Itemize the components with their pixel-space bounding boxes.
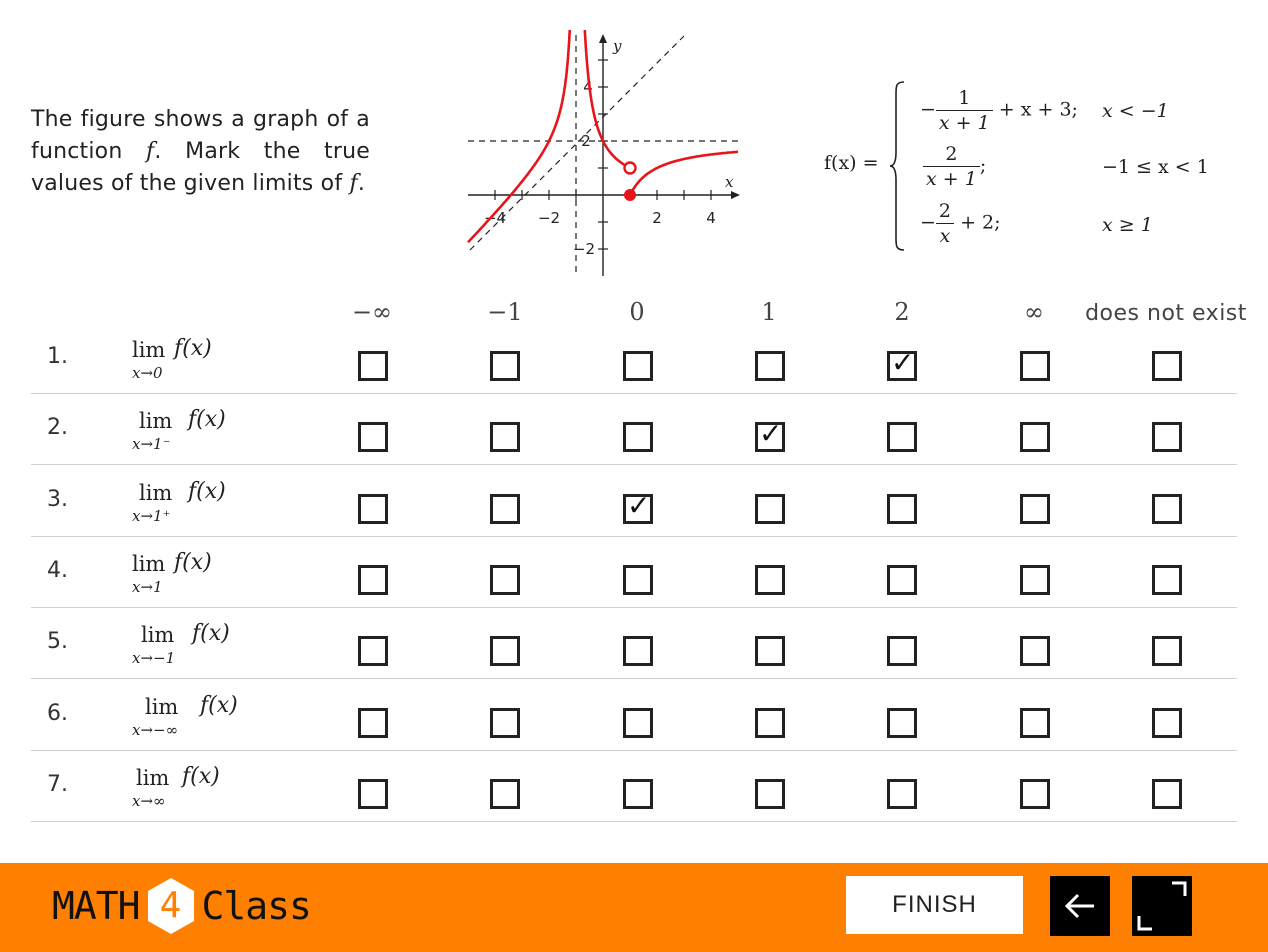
y-tick-label: 2 <box>581 132 591 150</box>
function-expression: f(x) <box>192 621 230 647</box>
answer-checkbox[interactable] <box>490 494 520 524</box>
answer-checkbox[interactable] <box>623 636 653 666</box>
function-expression: f(x) <box>200 692 238 718</box>
row-number: 6. <box>47 700 68 726</box>
answer-checkbox[interactable] <box>623 351 653 381</box>
answer-checkbox[interactable] <box>755 565 785 595</box>
answer-checkbox[interactable] <box>623 708 653 738</box>
answer-checkbox[interactable] <box>358 351 388 381</box>
row-number: 5. <box>47 629 68 655</box>
column-header: −∞ <box>351 298 393 326</box>
limit-operator: lim <box>139 409 173 434</box>
row-number: 4. <box>47 557 68 583</box>
limit-subscript: x→0 <box>132 364 163 382</box>
answer-checkbox[interactable] <box>1020 779 1050 809</box>
answer-checkbox[interactable] <box>490 708 520 738</box>
column-header: 1 <box>761 298 777 326</box>
answer-checkbox[interactable] <box>887 494 917 524</box>
check-mark-icon: ✓ <box>891 346 915 379</box>
answer-checkbox[interactable] <box>490 351 520 381</box>
y-axis-label: y <box>613 37 622 55</box>
fullscreen-button[interactable] <box>1132 876 1192 936</box>
function-expression: f(x) <box>188 407 226 433</box>
answer-checkbox[interactable] <box>1152 494 1182 524</box>
answer-checkbox[interactable] <box>1152 565 1182 595</box>
function-graph <box>462 30 742 280</box>
row-number: 7. <box>47 771 68 797</box>
answer-checkbox[interactable] <box>755 779 785 809</box>
answer-checkbox[interactable] <box>1152 636 1182 666</box>
limit-subscript: x→1 <box>132 577 163 596</box>
x-axis-arrow <box>731 191 740 199</box>
case-1: − $\frac{1}{x + 1}$ + x + 3; <box>920 87 1078 134</box>
limit-subscript: x→1⁺ <box>132 506 171 525</box>
answer-checkbox[interactable] <box>887 422 917 452</box>
answer-checkbox[interactable] <box>623 422 653 452</box>
answer-checkbox[interactable] <box>887 565 917 595</box>
function-symbol: f <box>349 171 358 196</box>
row-number: 2. <box>47 415 68 441</box>
answer-checkbox[interactable] <box>1152 422 1182 452</box>
y-tick-label: −2 <box>572 240 596 258</box>
row-number: 3. <box>47 486 68 512</box>
x-tick-label: −2 <box>537 209 561 227</box>
answer-checkbox[interactable] <box>887 708 917 738</box>
answer-checkbox[interactable] <box>358 636 388 666</box>
function-expression: f(x) <box>188 478 226 504</box>
answer-checkbox[interactable] <box>1020 422 1050 452</box>
answer-checkbox[interactable] <box>755 417 785 452</box>
answer-checkbox[interactable] <box>623 488 653 524</box>
limit-operator: lim <box>132 551 166 576</box>
answer-checkbox[interactable] <box>490 779 520 809</box>
answer-checkbox[interactable] <box>887 346 917 381</box>
answer-checkbox[interactable] <box>1020 708 1050 738</box>
math4class-logo <box>52 875 311 937</box>
answer-checkbox[interactable] <box>358 422 388 452</box>
back-button[interactable] <box>1050 876 1110 936</box>
x-axis-label: x <box>725 173 734 191</box>
column-header: −1 <box>487 298 523 326</box>
column-header: 2 <box>894 298 910 326</box>
answer-checkbox[interactable] <box>623 779 653 809</box>
answer-checkbox[interactable] <box>358 565 388 595</box>
left-brace-icon <box>888 80 908 252</box>
limit-subscript: x→−1 <box>132 649 176 668</box>
answer-checkbox[interactable] <box>490 422 520 452</box>
question-text <box>31 104 370 200</box>
case-2-condition: −1 ≤ x < 1 <box>1102 156 1209 178</box>
curve-branch-right <box>632 152 738 192</box>
question-part: The figure shows a graph of a function <box>31 107 370 164</box>
graph-svg <box>462 30 742 280</box>
y-tick-label: 4 <box>583 78 593 96</box>
logo-digit: 4 <box>159 885 182 926</box>
fullscreen-icon <box>1132 876 1192 936</box>
x-tick-label: 2 <box>652 209 662 227</box>
case-3: − $\frac{2}{x}$ + 2; <box>920 200 1001 247</box>
answer-checkbox[interactable] <box>1152 779 1182 809</box>
answer-checkbox[interactable] <box>887 636 917 666</box>
piecewise-formula <box>824 80 1244 255</box>
answer-checkbox[interactable] <box>490 636 520 666</box>
answer-checkbox[interactable] <box>1020 494 1050 524</box>
limit-operator: lim <box>141 623 175 648</box>
column-header: does not exist <box>1085 301 1247 326</box>
answer-checkbox[interactable] <box>490 565 520 595</box>
logo-hexagon <box>146 876 196 936</box>
answer-checkbox[interactable] <box>755 351 785 381</box>
arrow-left-icon <box>1050 876 1110 936</box>
closed-point <box>624 189 636 201</box>
open-point <box>625 163 636 174</box>
column-header: 0 <box>629 298 645 326</box>
answer-checkbox[interactable] <box>1020 636 1050 666</box>
answer-checkbox[interactable] <box>755 708 785 738</box>
footer-bar <box>0 863 1268 952</box>
answer-checkbox[interactable] <box>358 494 388 524</box>
function-symbol: f <box>146 139 155 164</box>
limit-subscript: x→−∞ <box>132 720 179 739</box>
column-header: ∞ <box>1024 298 1044 326</box>
function-expression: f(x) <box>174 336 212 361</box>
function-expression: f(x) <box>182 763 220 789</box>
function-expression: f(x) <box>174 549 212 575</box>
answer-checkbox[interactable] <box>755 494 785 524</box>
logo-text-left: MATH <box>52 884 140 928</box>
limit-subscript: x→1⁻ <box>132 435 171 454</box>
question-part: . Mark the true values of the given limits of <box>31 139 370 196</box>
logo-text-right: Class <box>201 884 311 928</box>
finish-button[interactable]: FINISH <box>846 876 1023 934</box>
case-3-condition: x ≥ 1 <box>1102 214 1153 236</box>
formula-lhs: f(x) = <box>824 152 879 174</box>
answer-checkbox[interactable] <box>887 779 917 809</box>
case-2: $\frac{2}{x + 1}$ ; <box>923 142 986 191</box>
case-1-condition: x < −1 <box>1102 100 1169 122</box>
check-mark-icon: ✓ <box>627 488 651 522</box>
x-tick-label: 4 <box>706 209 716 227</box>
answer-checkbox[interactable] <box>1152 708 1182 738</box>
x-tick-label: −4 <box>483 209 507 227</box>
answer-checkbox[interactable] <box>358 779 388 809</box>
row-number: 1. <box>47 344 68 369</box>
limit-operator: lim <box>139 480 173 505</box>
check-mark-icon: ✓ <box>759 417 783 451</box>
limit-operator: lim <box>136 765 170 790</box>
answer-checkbox[interactable] <box>755 636 785 666</box>
question-part: . <box>357 171 366 196</box>
answer-checkbox[interactable] <box>623 565 653 595</box>
answer-checkbox[interactable] <box>358 708 388 738</box>
answer-checkbox[interactable] <box>1020 565 1050 595</box>
limit-subscript: x→∞ <box>132 791 166 810</box>
limit-operator: lim <box>132 338 166 362</box>
answer-checkbox[interactable] <box>1152 351 1182 381</box>
y-axis-arrow <box>599 34 607 43</box>
answer-checkbox[interactable] <box>1020 351 1050 381</box>
limit-operator: lim <box>145 694 179 719</box>
